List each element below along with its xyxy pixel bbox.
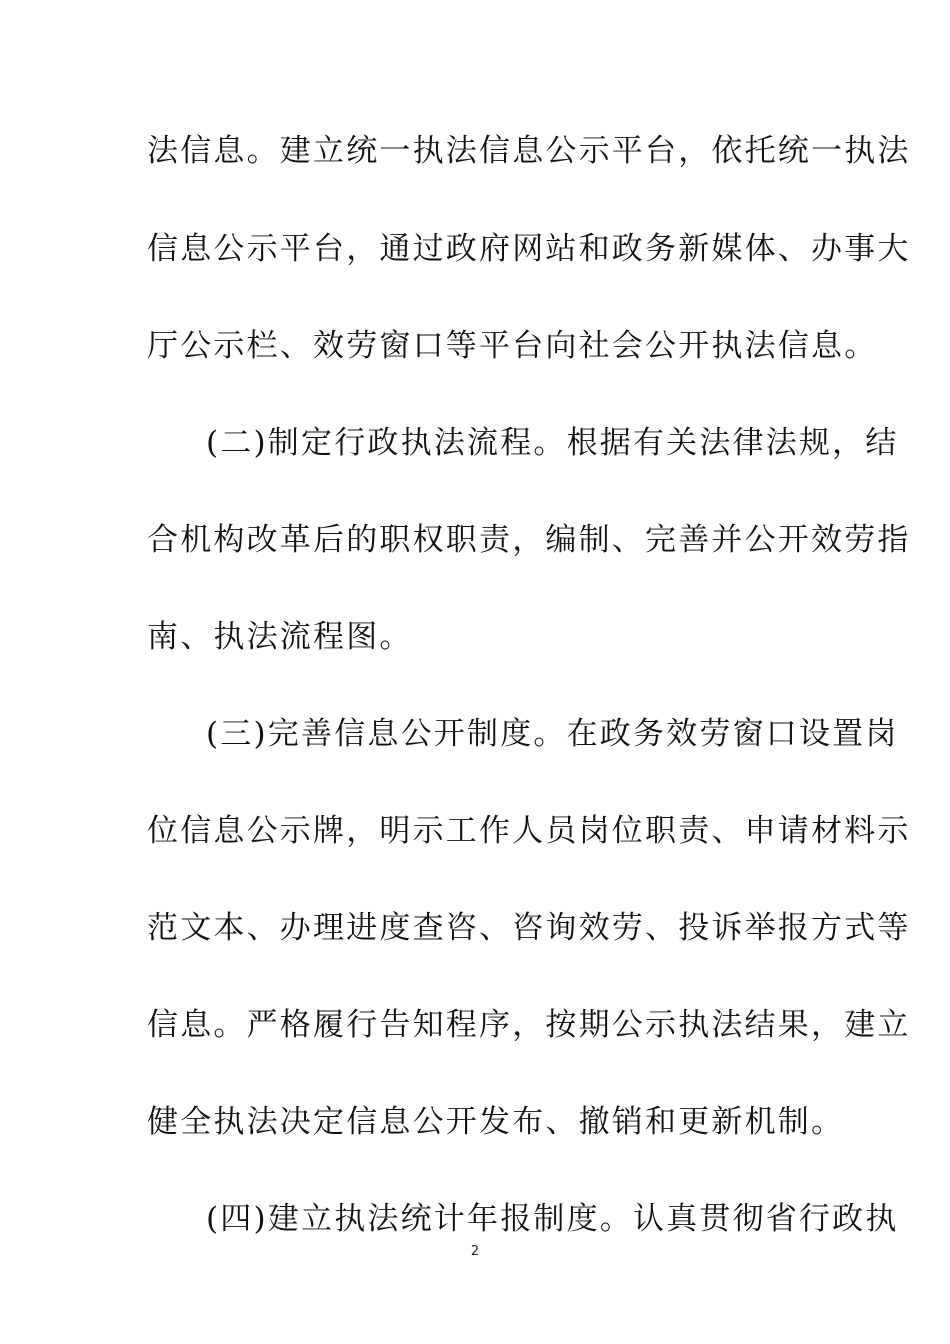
section-heading-line: (三)完善信息公开制度。在政务效劳窗口设置岗 [206,716,899,752]
text-line: 范文本、办理进度查咨、咨询效劳、投诉举报方式等 [147,910,911,946]
section-heading-line: (四)建立执法统计年报制度。认真贯彻省行政执 [206,1201,899,1237]
text-line: 法信息。建立统一执法信息公示平台，依托统一执法 [147,133,911,169]
text-line: 厅公示栏、效劳窗口等平台向社会公开执法信息。 [147,328,878,364]
page-number: 2 [470,1244,480,1259]
text-line: 健全执法决定信息公开发布、撤销和更新机制。 [147,1104,845,1140]
text-line: 信息。严格履行告知程序，按期公示执法结果，建立 [147,1007,911,1043]
text-line: 合机构改革后的职权职责，编制、完善并公开效劳指 [147,522,911,558]
section-heading-line: (二)制定行政执法流程。根据有关法律法规，结 [206,425,899,461]
text-line: 位信息公示牌，明示工作人员岗位职责、申请材料示 [147,813,911,849]
text-line: 信息公示平台，通过政府网站和政务新媒体、办事大 [147,231,911,267]
text-line: 南、执法流程图。 [147,619,413,655]
